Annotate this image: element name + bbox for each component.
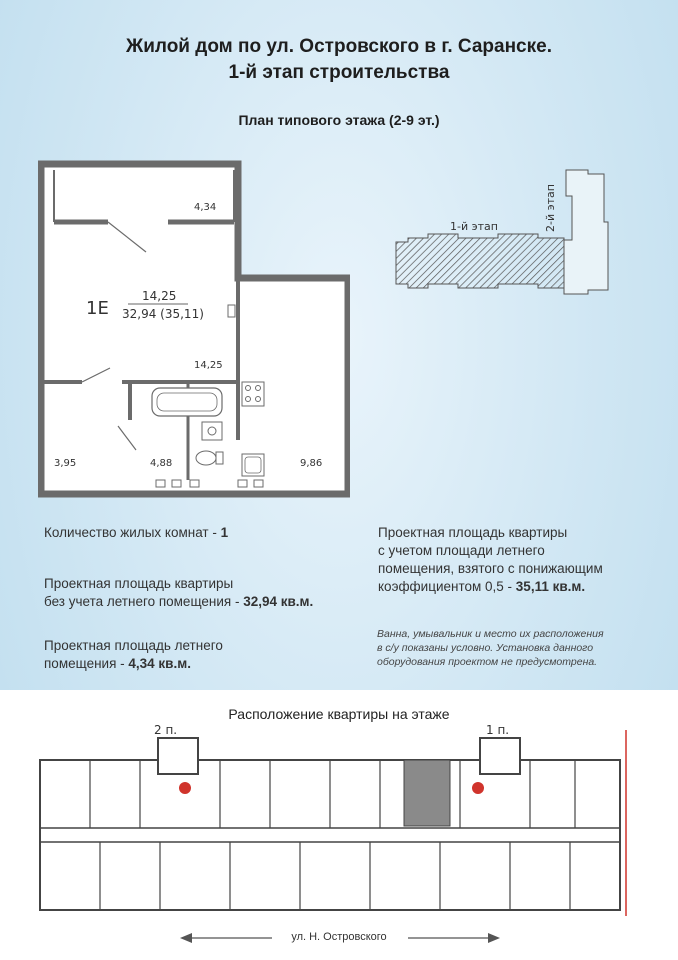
stair-tower-1 [480,738,520,774]
street-name: ул. Н. Островского [291,931,387,943]
stage1-label: 1-й этап [450,220,498,233]
stair-tower-2 [158,738,198,774]
highlighted-apartment [404,760,450,826]
toilet-icon [196,451,216,465]
room-area-label: 14,25 [194,360,223,371]
title-line-1: Жилой дом по ул. Островского в г. Саранске. [126,36,552,57]
accessibility-icon [472,782,484,794]
floor-plan-overview [30,720,650,920]
title-line-2: 1-й этап строительства [228,62,450,83]
sink-icon [202,422,222,440]
total-area: 32,94 (35,11) [122,307,204,321]
apartment-code: 1Е [86,298,109,319]
apartment-outline [41,164,348,494]
stage2-shape [564,170,608,294]
bathtub-icon [152,388,222,416]
entrance-1-label: 1 п. [486,723,510,737]
area-with-summer: Проектная площадь квартиры с учетом площади летнего помещения, взятого с понижающим коэффициентом 0,5 - 35,11 кв.м. [378,525,603,594]
vent-icon [228,305,235,317]
living-area: 14,25 [142,289,177,303]
rooms-count: Количество жилых комнат - 1 [44,525,229,540]
kitchen-area: 9,86 [300,458,323,469]
page-title [0,34,678,86]
hall-area: 3,95 [54,458,77,469]
stove-icon [242,382,264,406]
stage2-label: 2-й этап [544,184,557,232]
area-without-summer: Проектная площадь квартиры без учета летнего помещения - 32,94 кв.м. [44,576,314,609]
apartment-plan [38,160,350,500]
balcony-area: 4,34 [194,202,217,213]
summer-room-area: Проектная площадь летнего помещения - 4,34 кв.м. [44,638,223,671]
bath-area: 4,88 [150,458,173,469]
building-locator [388,160,628,320]
floor-placement-title: Расположение квартиры на этаже [228,706,450,722]
accessibility-icon [179,782,191,794]
stage1-shape [396,234,564,288]
entrance-2-label: 2 п. [154,723,178,737]
plan-subtitle: План типового этажа (2-9 эт.) [238,112,440,128]
equipment-note: Ванна, умывальник и место их расположения в с/у показаны условно. Установка данного оборудования проектом не предусмотрена. [377,628,604,668]
